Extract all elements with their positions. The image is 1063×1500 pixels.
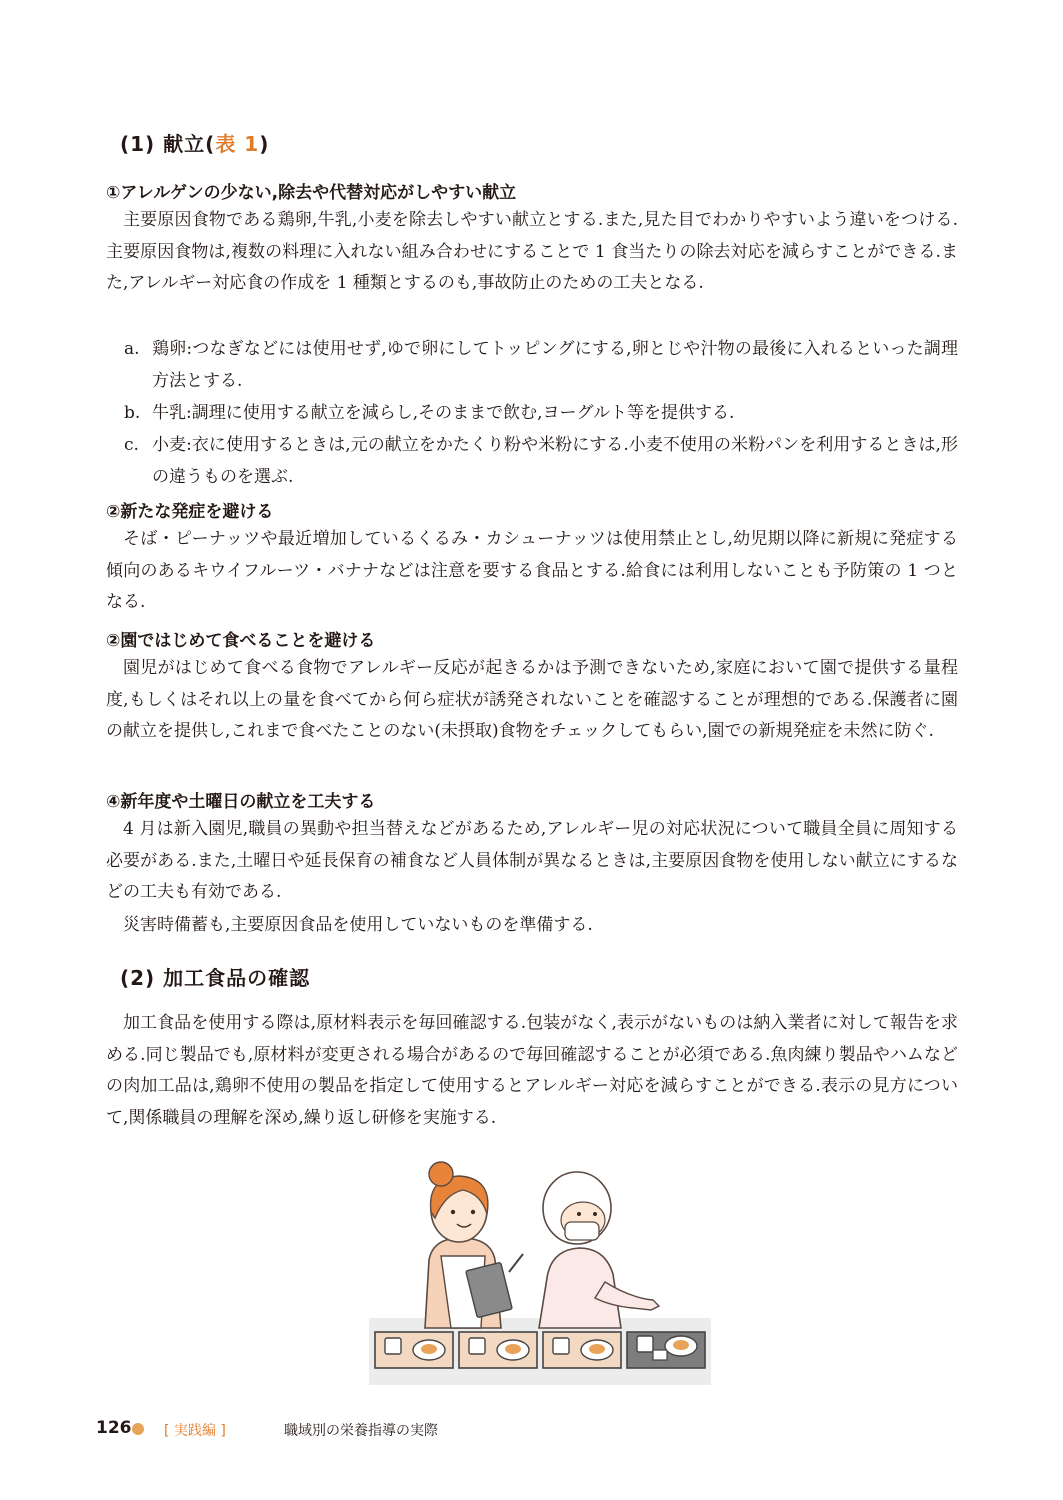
list-marker: b. — [124, 403, 141, 423]
tray-3 — [543, 1332, 621, 1368]
subsection-heading-2: ②新たな発症を避ける — [106, 502, 274, 522]
section1-heading — [120, 128, 269, 157]
subsection-body-2: そば・ピーナッツや最近増加しているくるみ・カシューナッツは使用禁止とし,幼児期以降に新規に発症する傾向のあるキウイフルーツ・バナナなどは注意を要する食品とする.給食には利用しないことも予防策の 1 つとなる. — [106, 529, 958, 612]
subsection-heading-4: ④新年度や土曜日の献立を工夫する — [106, 792, 376, 812]
list-item-text: 小麦:衣に使用するときは,元の献立をかたくり粉や米粉にする.小麦不使用の米粉パンを利用するときは,形の違うものを選ぶ. — [152, 435, 958, 487]
subsection-body-3: 園児がはじめて食べる食物でアレルギー反応が起きるかは予測できないため,家庭において園で提供する量程度,もしくはそれ以上の量を食べてから何ら症状が誘発されないことを確認することが理想的である.保護者に園の献立を提供し,これまで食べたことのない(未摂取)食物をチェックしてもらい,園での新規発症を未然に防ぐ. — [106, 658, 958, 741]
table-ref-link[interactable]: 表 1 — [215, 132, 260, 156]
subsection-body-1: 主要原因食物である鶏卵,牛乳,小麦を除去しやすい献立とする.また,見た目でわかりやすいよう違いをつける.主要原因食物は,複数の料理に入れない組み合わせにすることで 1 食当たりの除去対応を減らすことができる.また,アレルギー対応食の作成を 1 種類とするのも,事故防止のための工夫となる. — [106, 210, 958, 293]
staff-checking-trays-illustration — [369, 1160, 711, 1385]
tray-1 — [375, 1332, 453, 1368]
footer-category: [ 実践編 ] — [164, 1423, 226, 1439]
section2-body: 加工食品を使用する際は,原材料表示を毎回確認する.包装がなく,表示がないものは納入業者に対して報告を求める.同じ製品でも,原材料が変更される場合があるので毎回確認することが必須である.魚肉練り製品やハムなどの肉加工品は,鶏卵不使用の製品を指定して使用するとアレルギー対応を減らすことができる.表示の見方について,関係職員の理解を深め,繰り返し研修を実施する. — [106, 1013, 958, 1128]
section1-heading-suffix: ) — [259, 132, 270, 156]
list-item-b — [106, 398, 958, 430]
list-marker: c. — [124, 435, 139, 455]
subsection-body-4-note: 災害時備蓄も,主要原因食品を使用していないものを準備する. — [123, 915, 593, 935]
list-item-text: 鶏卵:つなぎなどには使用せず,ゆで卵にしてトッピングにする,卵とじや汁物の最後に入れるといった調理方法とする. — [152, 339, 958, 391]
list-item-c — [106, 430, 958, 493]
subsection-body-4: 4 月は新入園児,職員の異動や担当替えなどがあるため,アレルギー児の対応状況について職員全員に周知する必要がある.また,土曜日や延長保育の補食など人員体制が異なるときは,主要原因食物を使用しない献立にするなどの工夫も有効である. — [106, 819, 958, 902]
list-item-a — [106, 334, 958, 397]
section2-heading: (2) 加工食品の確認 — [120, 966, 311, 990]
page-number: 126 — [96, 1418, 132, 1438]
cook-figure — [539, 1172, 659, 1328]
subsection-heading-1: ①アレルゲンの少ない,除去や代替対応がしやすい献立 — [106, 183, 517, 203]
footer-title: 職域別の栄養指導の実際 — [284, 1423, 438, 1439]
nutritionist-figure — [425, 1162, 523, 1328]
list-item-text: 牛乳:調理に使用する献立を減らし,そのままで飲む,ヨーグルト等を提供する. — [152, 403, 735, 423]
list-marker: a. — [124, 339, 140, 359]
section1-heading-prefix: (1) 献立( — [120, 132, 216, 156]
footer-dot-icon — [132, 1423, 144, 1435]
allergy-tray — [627, 1332, 705, 1368]
tray-2 — [459, 1332, 537, 1368]
subsection-heading-3: ②園ではじめて食べることを避ける — [106, 631, 376, 651]
